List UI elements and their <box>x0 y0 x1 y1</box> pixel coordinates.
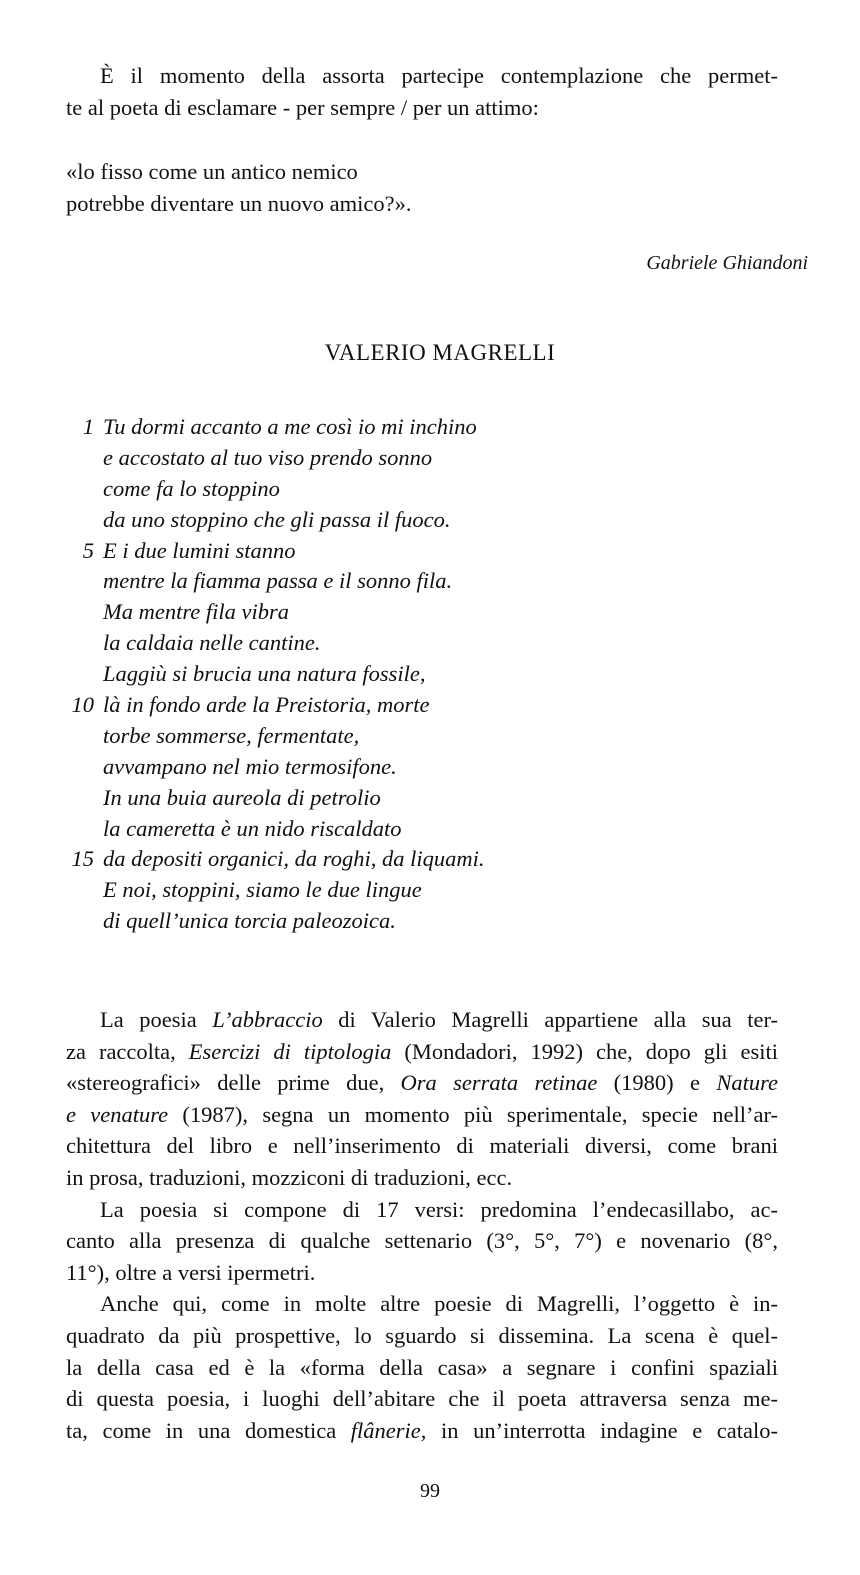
verse-text: In una buia aureola di petrolio <box>103 784 381 810</box>
text-run: La poesia <box>100 1007 213 1032</box>
book-title: Esercizi di tiptologia <box>188 1038 392 1064</box>
verse-text: la caldaia nelle cantine. <box>103 630 321 656</box>
verse-text: torbe sommerse, fermentate, <box>103 722 360 748</box>
verse-number: 1 <box>82 414 94 439</box>
text-line: chitettura del libro e nell’inserimento di materiali diversi, come brani <box>66 1133 778 1159</box>
verse-text: mentre la fiamma passa e il sonno fila. <box>103 568 453 594</box>
text-line <box>66 1415 778 1447</box>
text-run: in un’interrotta indagine e catalo- <box>426 1417 778 1443</box>
text-line: di questa poesia, i luoghi dell’abitare che il poeta attraversa senza me- <box>66 1386 778 1412</box>
text-line: La poesia si compone di 17 versi: predomina l’endecasillabo, ac- <box>100 1196 778 1222</box>
verse-text: e accostato al tuo viso prendo sonno <box>103 444 433 470</box>
text-line: te al poeta di esclamare - per sempre / per un attimo: <box>66 94 539 120</box>
page-number: 99 <box>420 1480 440 1502</box>
book-title: L’abbraccio <box>212 1007 323 1032</box>
text-line: quadrato da più prospettive, lo sguardo si dissemina. La scena è quel- <box>66 1322 778 1348</box>
verse-text: là in fondo arde la Preistoria, morte <box>103 692 430 718</box>
verse-text: avvampano nel mio termosifone. <box>103 753 397 779</box>
text-run: di Valerio Magrelli appartiene alla sua ter- <box>322 1007 778 1032</box>
essay-paragraph-3 <box>66 1288 778 1446</box>
text-run: (1980) e <box>597 1070 717 1096</box>
verse-text: la cameretta è un nido riscaldato <box>103 815 402 841</box>
verse-number: 10 <box>71 692 94 718</box>
book-title: e venature <box>66 1101 169 1127</box>
foreign-term: flânerie, <box>350 1417 427 1443</box>
text-line: È il momento della assorta partecipe contemplazione che permet- <box>100 63 778 88</box>
text-line <box>66 1036 778 1068</box>
verse-text: Laggiù si brucia una natura fossile, <box>103 661 426 687</box>
text-line <box>66 1004 778 1036</box>
verse-text: E i due lumini stanno <box>103 537 296 563</box>
verse-text: Ma mentre fila vibra <box>103 599 290 625</box>
book-title: Ora serrata retinae <box>400 1070 598 1096</box>
text-run: «stereografici» delle prime due, <box>66 1070 401 1096</box>
verse-number: 15 <box>71 846 94 872</box>
text-line: canto alla presenza di qualche settenario (3°, 5°, 7°) e novenario (8°, <box>66 1228 778 1254</box>
text-run: (1987), segna un momento più sperimentale, specie nell’ar- <box>168 1101 778 1127</box>
text-line: la della casa ed è la «forma della casa» a segnare i confini spaziali <box>66 1354 778 1380</box>
text-line <box>66 1099 778 1131</box>
verse-text: E noi, stoppini, siamo le due lingue <box>103 877 422 903</box>
quote-line: potrebbe diventare un nuovo amico?». <box>66 191 412 216</box>
verse-text: da uno stoppino che gli passa il fuoco. <box>103 506 451 532</box>
verse-text: da depositi organici, da roghi, da liquami. <box>103 846 485 872</box>
text-run: ta, come in una domestica <box>66 1417 351 1443</box>
text-line: 11°), oltre a versi ipermetri. <box>66 1259 316 1285</box>
book-title: Nature <box>716 1070 778 1096</box>
text-run: za raccolta, <box>66 1038 189 1064</box>
intro-paragraph <box>66 60 778 123</box>
quote-line: «lo fisso come un antico nemico <box>66 159 358 184</box>
quotation <box>66 156 412 220</box>
text-line: in prosa, traduzioni, mozziconi di traduzioni, ecc. <box>66 1164 513 1190</box>
verse-text: come fa lo stoppino <box>103 475 280 501</box>
text-line <box>66 1067 778 1099</box>
text-line: Anche qui, come in molte altre poesie di Magrelli, l’oggetto è in- <box>100 1291 778 1317</box>
author-signature: Gabriele Ghiandoni <box>646 252 808 274</box>
essay-paragraph-1 <box>66 1004 778 1194</box>
section-title: VALERIO MAGRELLI <box>324 340 556 365</box>
verse-text: di quell’unica torcia paleozoica. <box>103 908 396 934</box>
text-run: (Mondadori, 1992) che, dopo gli esiti <box>391 1038 778 1064</box>
verse-text: Tu dormi accanto a me così io mi inchino <box>103 414 477 439</box>
essay-paragraph-2 <box>66 1194 778 1289</box>
verse-number: 5 <box>82 537 94 563</box>
